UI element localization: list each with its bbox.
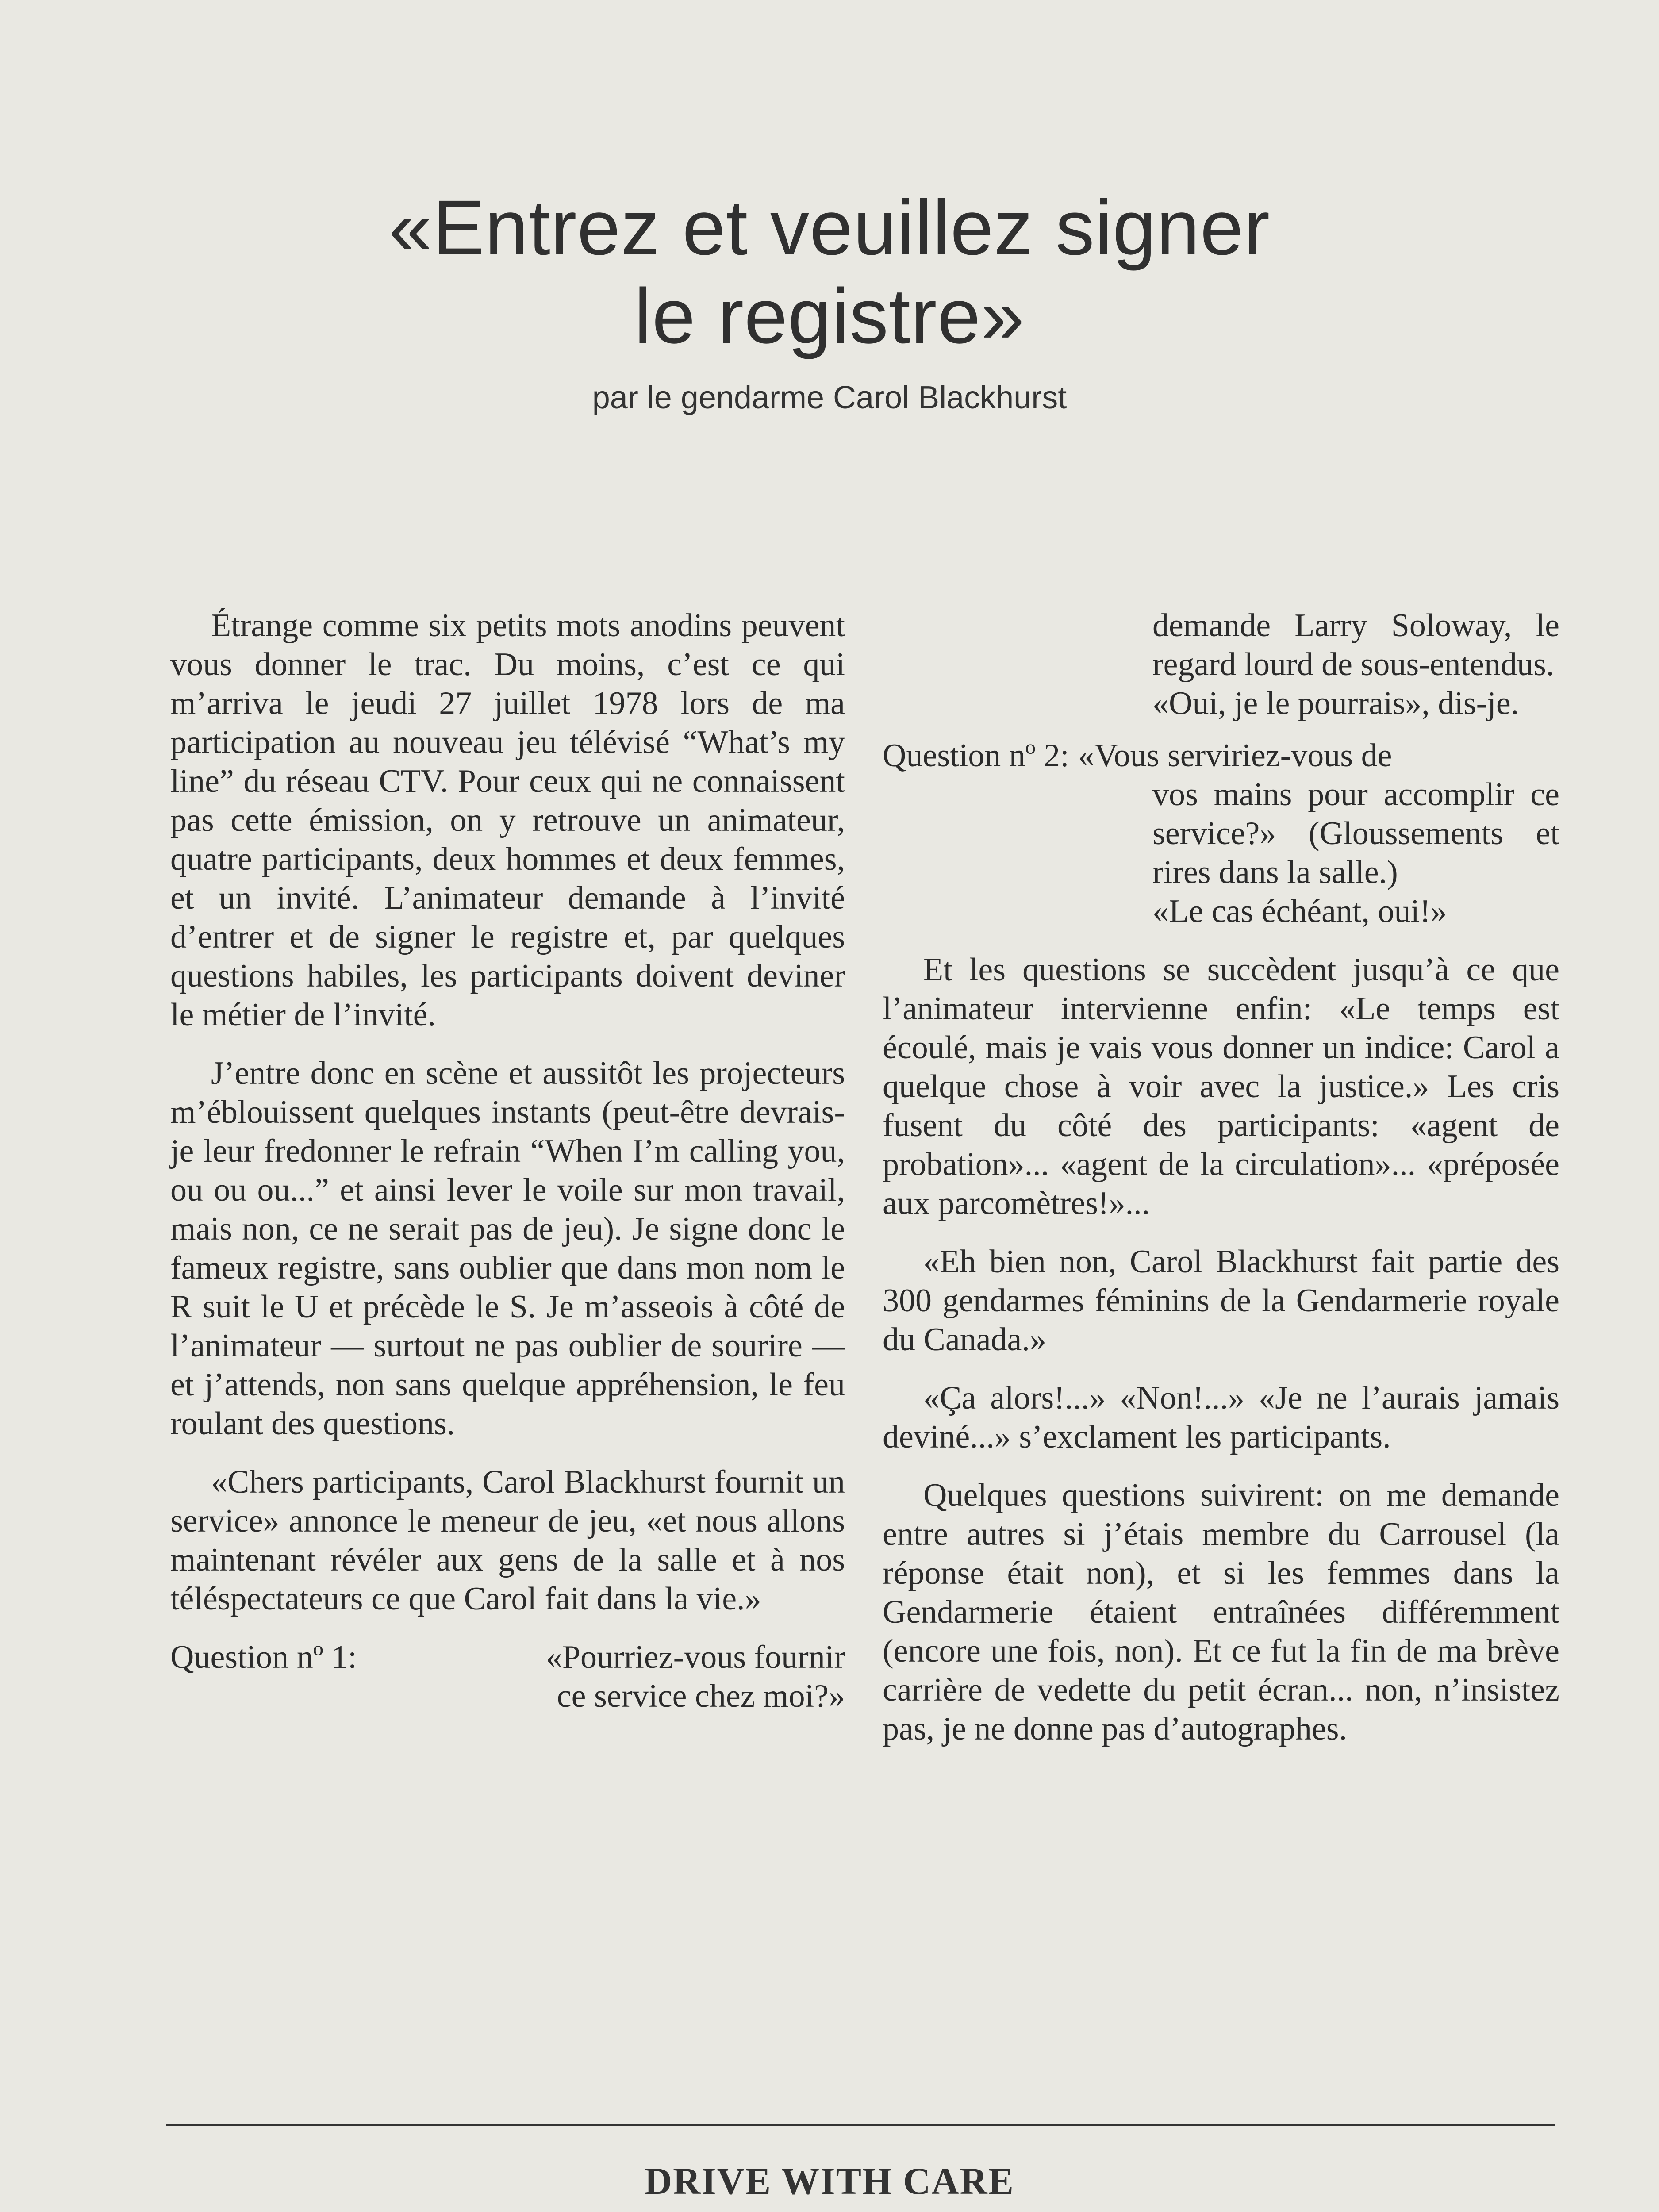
left-column — [170, 606, 845, 1716]
question-2-continuation: vos mains pour accomplir ce service?» (Gloussements et rires dans la salle.) — [1152, 776, 1559, 891]
paragraph: «Eh bien non, Carol Blackhurst fait partie des 300 gendarmes féminins de la Gendarmerie royale du Canada.» — [883, 1244, 1559, 1358]
title-line-1: «Entrez et veuillez signer — [388, 184, 1271, 271]
paragraph: J’entre donc en scène et aussitôt les projecteurs m’éblouissent quelques instants (peut-être devrais-je leur fredonner le refrain “When I’m calling you, ou ou ou...” et ainsi lever le voile sur mon travail, mais non, ce ne serait pas de jeu). Je signe donc le fameux registre, sans oublier que dans mon nom le R suit le U et précède le S. Je m’asseois à côté de l’animateur — surtout ne pas oublier de sourire — et j’attends, non sans quelque appréhension, le feu roulant des questions. — [170, 1055, 845, 1442]
question-label: Question nº 1: — [170, 1639, 357, 1675]
paragraph: Quelques questions suivirent: on me demande entre autres si j’étais membre du Carrousel (la réponse était non), et si les femmes dans la Gendarmerie étaient entraînées différemment (encore une fois, non). Et ce fut la fin de ma brève carrière de vedette du petit écran... non, n’insistez pas, je ne donne pas d’autographes. — [883, 1477, 1559, 1747]
question-1-continued: demande Larry Soloway, le regard lourd de sous-entendus. — [1152, 607, 1559, 683]
paragraph: Étrange comme six petits mots anodins peuvent vous donner le trac. Du moins, c’est ce qui m’arriva le jeudi 27 juillet 1978 lors de ma participation au nouveau jeu télévisé “What’s my line” du réseau CTV. Pour ceux qui ne connaissent pas cette émission, on y retrouve un animateur, quatre participants, deux hommes et deux femmes, et un invité. L’animateur demande à l’invité d’entrer et de signer le registre et, par quelques questions habiles, les participants doivent deviner le métier de l’invité. — [170, 607, 845, 1033]
article-title — [0, 184, 1659, 361]
notice-heading: DRIVE WITH CARE — [645, 2160, 1014, 2202]
answer-2: «Le cas échéant, oui!» — [1152, 893, 1447, 929]
question-1 — [170, 1638, 845, 1677]
paragraph: «Chers participants, Carol Blackhurst fournit un service» annonce le meneur de jeu, «et nous allons maintenant révéler aux gens de la salle et à nos téléspectateurs ce que Carol fait dans la vie.» — [170, 1464, 845, 1617]
question-1-continuation: ce service chez moi?» — [557, 1678, 845, 1714]
question-text: «Vous serviriez-vous de — [1078, 737, 1392, 774]
answer-1: «Oui, je le pourrais», dis-je. — [1152, 685, 1519, 722]
divider-top — [166, 2124, 1555, 2126]
question-2 — [883, 736, 1559, 775]
paragraph: «Ça alors!...» «Non!...» «Je ne l’aurais jamais deviné...» s’exclament les participants. — [883, 1380, 1559, 1455]
byline: par le gendarme Carol Blackhurst — [592, 380, 1067, 415]
paragraph: Et les questions se succèdent jusqu’à ce que l’animateur intervienne enfin: «Le temps est écoulé, mais je vais vous donner un indice: Carol a quelque chose à voir avec la justice.» Les cris fusent du côté des participants: «agent de probation»... «agent de la circulation»... «préposée aux parcomètres!»... — [883, 952, 1559, 1221]
question-text: «Pourriez-vous fournir — [545, 1639, 845, 1675]
title-line-2: le registre» — [634, 273, 1025, 360]
right-column — [883, 606, 1559, 1768]
question-label: Question nº 2: — [883, 737, 1069, 774]
